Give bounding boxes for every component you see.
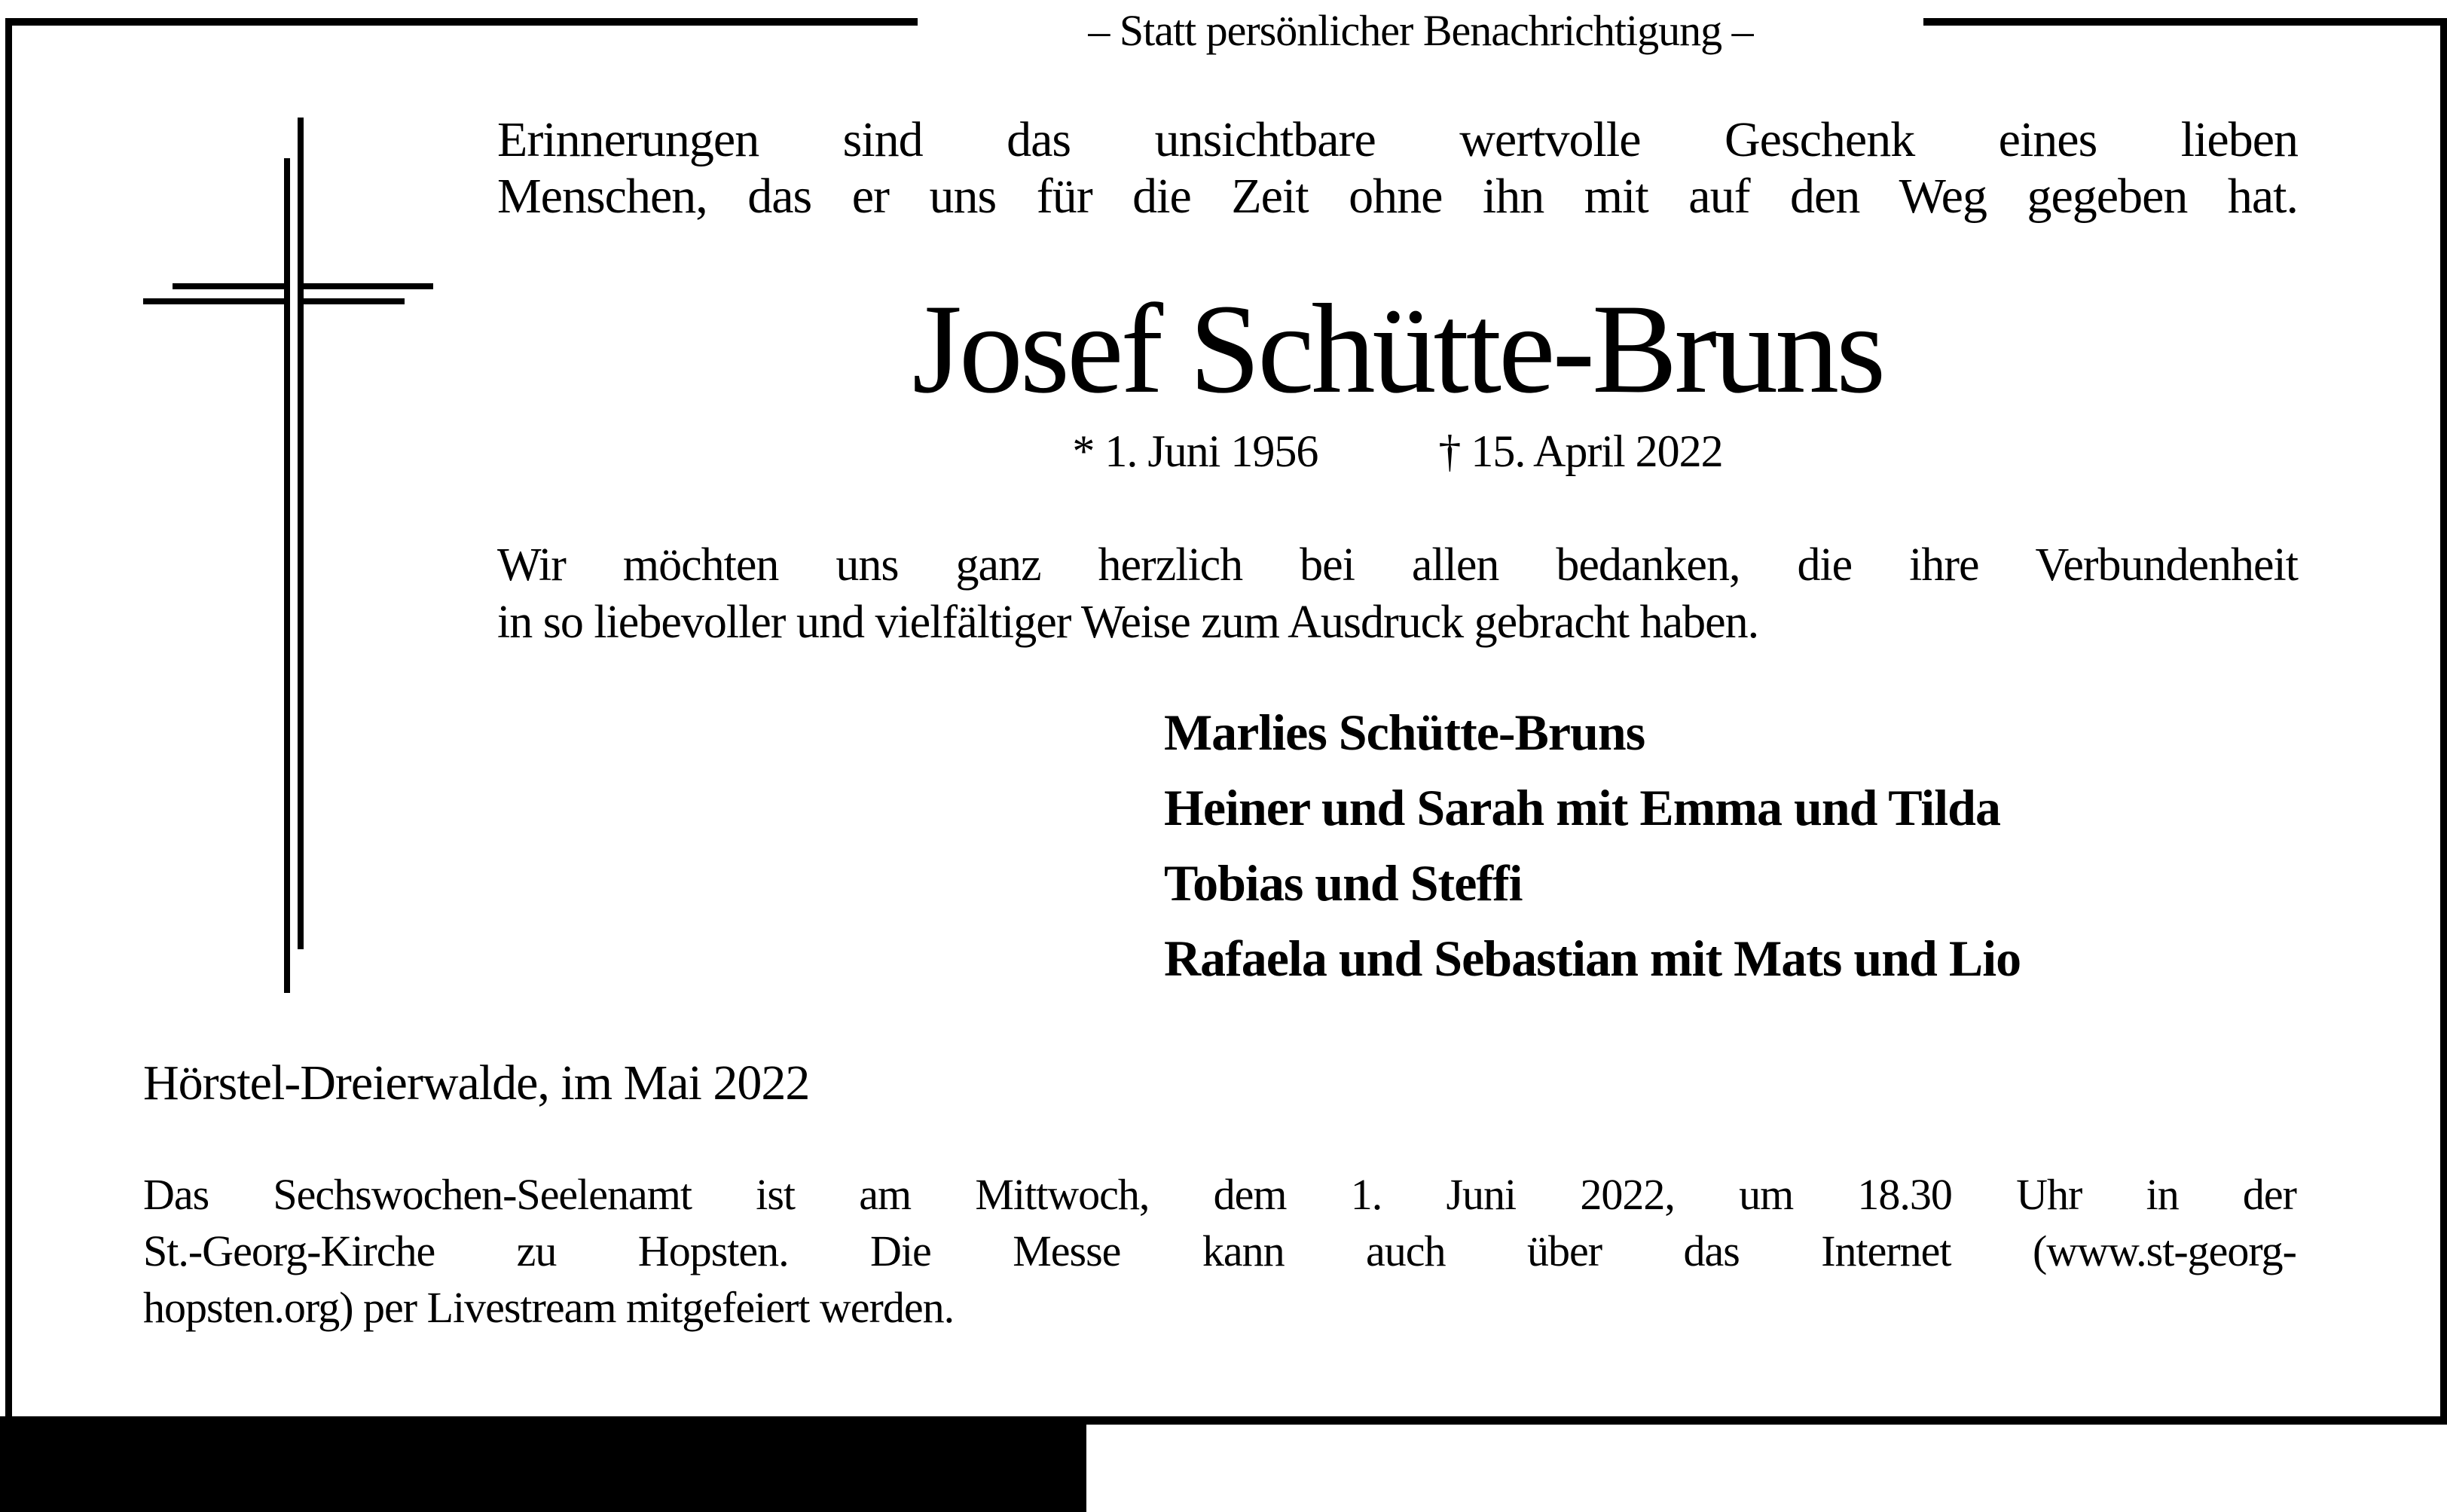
- thanks-line: in so liebevoller und vielfältiger Weise zum Ausdruck gebracht haben.: [497, 597, 1759, 648]
- life-dates: [497, 423, 2298, 480]
- family-list: [1164, 695, 2021, 996]
- bottom-black-bar: [0, 1416, 1086, 1512]
- thanks-paragraph: [497, 536, 2298, 651]
- family-member-name: Rafaela und Sebastian mit Mats und Lio: [1164, 930, 2021, 987]
- service-info-line: St.-Georg-Kirche zu Hopsten. Die Messe kann auch über das Internet (www.st-georg-: [143, 1226, 2296, 1275]
- death-date: † 15. April 2022: [1438, 426, 1723, 476]
- birth-date: * 1. Juni 1956: [1072, 426, 1318, 476]
- place-date-line: Hörstel-Dreierwalde, im Mai 2022: [143, 1055, 810, 1110]
- memorial-quote-line: Erinnerungen sind das unsichtbare wertvolle Geschenk eines lieben: [497, 112, 2298, 167]
- thanks-line: Wir möchten uns ganz herzlich bei allen bedanken, die ihre Verbundenheit: [497, 539, 2298, 591]
- family-member-name: Heiner und Sarah mit Emma und Tilda: [1164, 779, 2000, 836]
- family-member-name: Tobias und Steffi: [1164, 854, 1523, 912]
- family-member-name: Marlies Schütte-Bruns: [1164, 704, 1645, 761]
- memorial-quote-line: Menschen, das er uns für die Zeit ohne ihn mit auf den Weg gegeben hat.: [497, 169, 2298, 224]
- memorial-quote: [497, 111, 2298, 225]
- service-info-paragraph: [143, 1166, 2296, 1336]
- service-info-line: hopsten.org) per Livestream mitgefeiert werden.: [143, 1283, 955, 1332]
- deceased-name: Josef Schütte-Bruns: [912, 278, 1883, 420]
- cross-icon: [113, 105, 467, 1002]
- top-annotation: – Statt persönlicher Benachrichtigung –: [918, 0, 1923, 60]
- service-info-line: Das Sechswochen-Seelenamt ist am Mittwoch, dem 1. Juni 2022, um 18.30 Uhr in der: [143, 1170, 2296, 1219]
